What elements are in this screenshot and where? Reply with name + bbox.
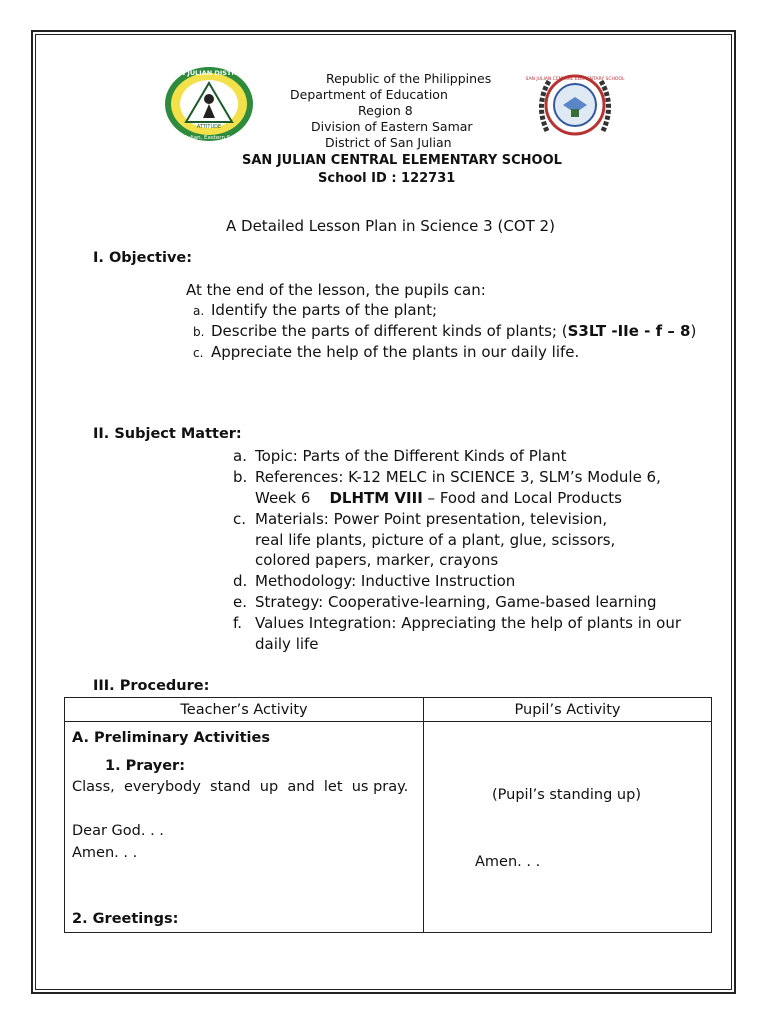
greetings-heading: 2. Greetings:: [72, 911, 179, 927]
prayer-heading: 1. Prayer:: [105, 758, 185, 774]
header-district: District of San Julian: [325, 135, 452, 150]
subject-matter-heading: II. Subject Matter:: [93, 426, 242, 442]
subject-item-references: References: K-12 MELC in SCIENCE 3, SLM’s Module 6,: [255, 468, 661, 486]
pupil-amen-text: Amen. . .: [475, 854, 541, 870]
subject-item-letter: e.: [233, 593, 247, 611]
header-republic: Republic of the Philippines: [326, 71, 492, 86]
subject-item-topic: Topic: Parts of the Different Kinds of Plant: [255, 447, 567, 465]
pupil-activity-cell: [424, 722, 712, 933]
school-id: School ID : 122731: [318, 171, 456, 186]
subject-item-letter: d.: [233, 572, 248, 590]
subject-item-letter: c.: [233, 510, 247, 528]
school-logo-text: SAN JULIAN CENTRAL ELEMENTARY SCHOOL: [525, 77, 625, 82]
objective-heading: I. Objective:: [93, 250, 193, 266]
district-logo: [164, 66, 254, 142]
subject-item-materials-line3: colored papers, marker, crayons: [255, 551, 499, 569]
subject-item-references-line2: [255, 489, 622, 507]
header-department: Department of Education: [290, 87, 448, 102]
preliminary-activities-heading: A. Preliminary Activities: [72, 730, 270, 746]
objective-item-close: ): [690, 322, 697, 340]
objective-item: [193, 301, 437, 319]
references-week: Week 6: [255, 489, 330, 507]
header-region: Region 8: [358, 103, 413, 118]
dear-god-text: Dear God. . .: [72, 823, 164, 839]
objective-item-text: Identify the parts of the plant;: [211, 301, 438, 319]
procedure-heading: III. Procedure:: [93, 678, 210, 694]
procedure-table-header-row: [65, 698, 712, 722]
objective-item: [193, 322, 696, 340]
subject-item-values-line2: daily life: [255, 635, 319, 653]
subject-item-letter: a.: [233, 447, 247, 465]
pupil-standing-text: (Pupil’s standing up): [492, 787, 641, 803]
lesson-plan-title: A Detailed Lesson Plan in Science 3 (COT 2): [226, 217, 555, 235]
header-division: Division of Eastern Samar: [311, 119, 473, 134]
objective-item: [193, 343, 579, 361]
school-logo: [525, 69, 625, 141]
school-name: SAN JULIAN CENTRAL ELEMENTARY SCHOOL: [242, 153, 562, 168]
competency-code: S3LT -IIe - f – 8: [567, 322, 691, 340]
references-dlhtm: DLHTM VIII: [329, 489, 423, 507]
subject-item-materials: Materials: Power Point presentation, television,: [255, 510, 608, 528]
district-logo-inner-text: ATTITUDE: [196, 124, 222, 130]
subject-item-methodology: Methodology: Inductive Instruction: [255, 572, 516, 590]
column-header-pupil: Pupil’s Activity: [424, 698, 712, 722]
subject-item-strategy: Strategy: Cooperative-learning, Game-based learning: [255, 593, 657, 611]
column-header-teacher: Teacher’s Activity: [65, 698, 424, 722]
subject-item-values: Values Integration: Appreciating the help of plants in our: [255, 614, 682, 632]
district-logo-bottom-text: San Julian, Eastern Samar: [173, 135, 245, 141]
subject-item-letter: b.: [233, 468, 248, 486]
objective-item-text: Describe the parts of different kinds of plants; (: [211, 322, 568, 340]
references-food: – Food and Local Products: [422, 489, 622, 507]
objective-item-text: Appreciate the help of the plants in our daily life.: [211, 343, 580, 361]
procedure-table: [64, 697, 712, 933]
objective-intro: At the end of the lesson, the pupils can:: [186, 281, 486, 299]
prayer-instruction: Class, everybody stand up and let us pray.: [72, 779, 409, 795]
district-logo-outer-text: SAN JULIAN DISTRICT: [170, 69, 248, 77]
objective-item-letter: a.: [193, 304, 205, 318]
teacher-amen-text: Amen. . .: [72, 845, 138, 861]
teacher-activity-cell: [65, 722, 424, 933]
objective-item-letter: b.: [193, 325, 205, 339]
subject-item-letter: f.: [233, 614, 242, 632]
procedure-table-row: [65, 722, 712, 933]
subject-item-materials-line2: real life plants, picture of a plant, glue, scissors,: [255, 531, 616, 549]
objective-item-letter: c.: [193, 346, 204, 360]
